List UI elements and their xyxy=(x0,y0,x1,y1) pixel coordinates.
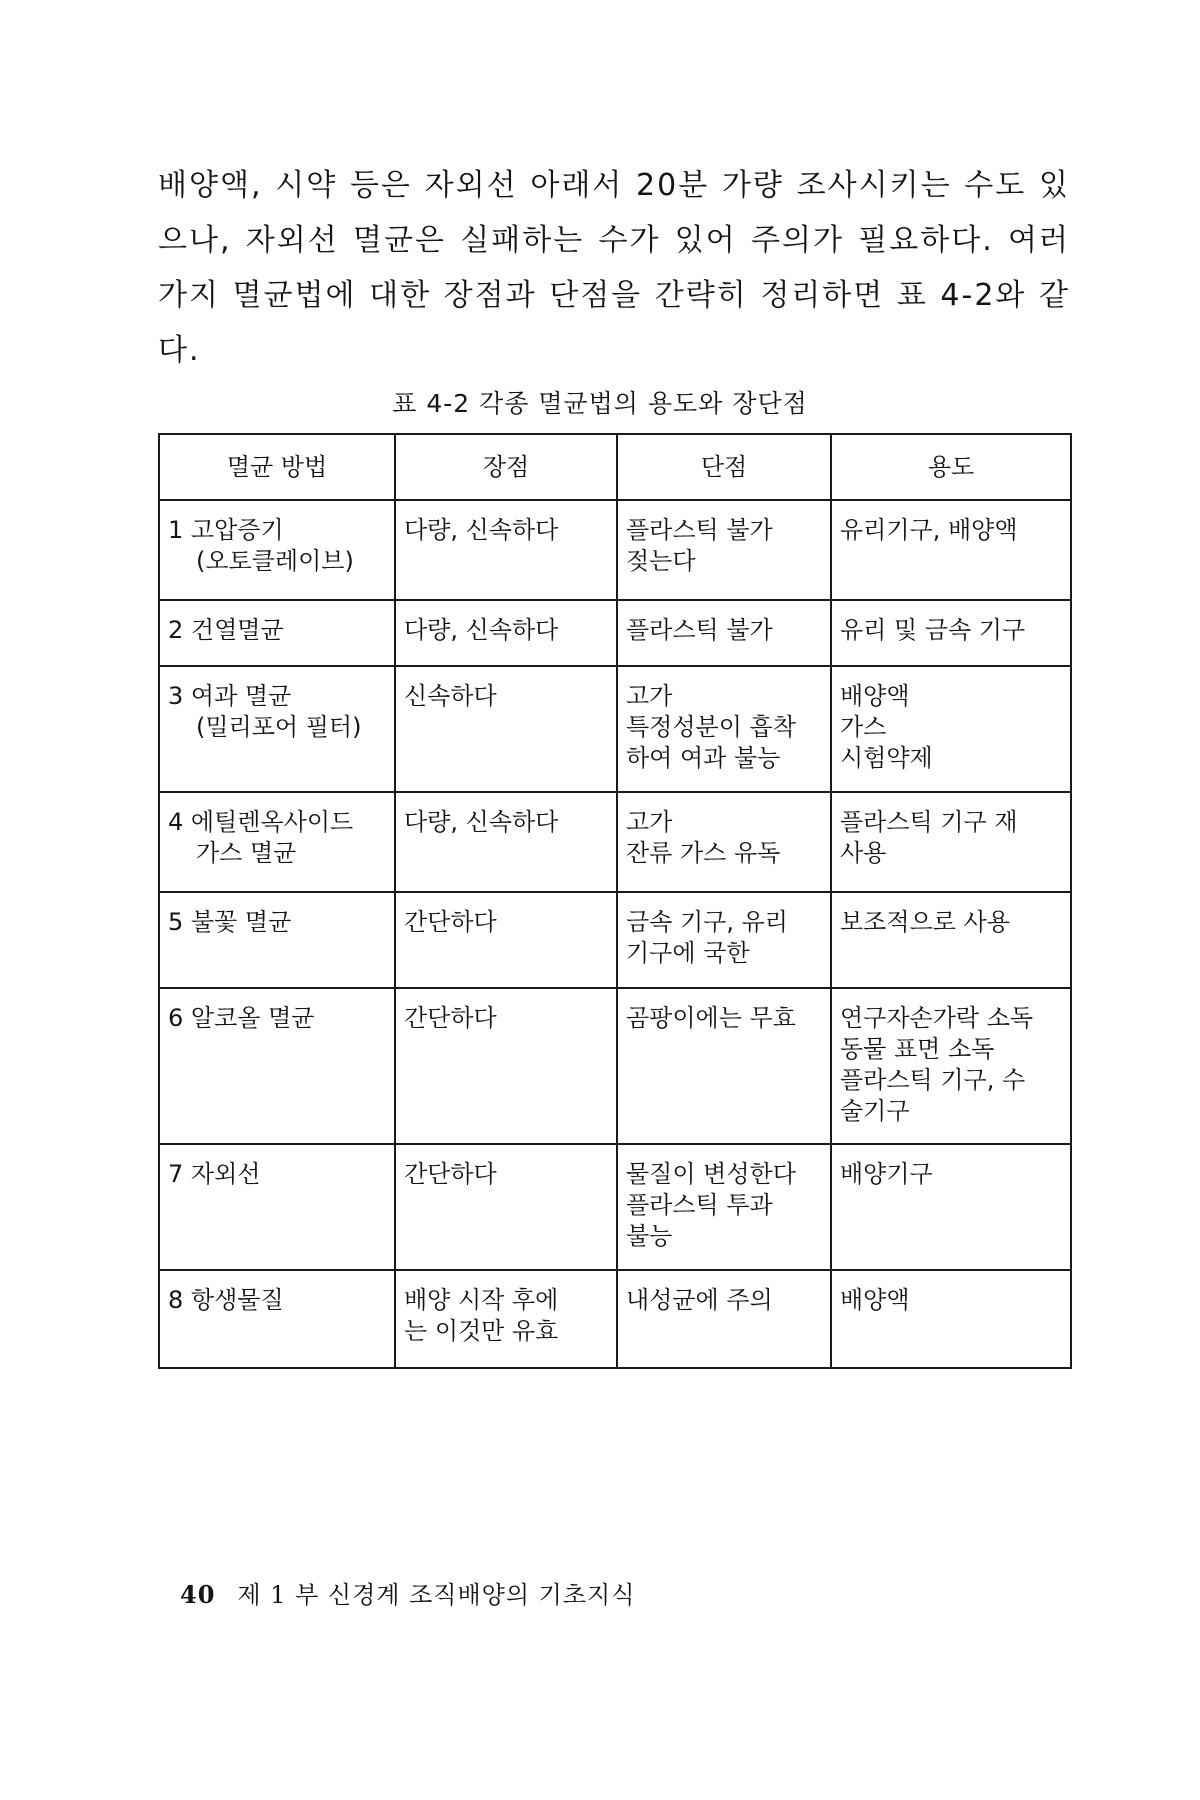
method-name: 여과 멸균 xyxy=(190,682,292,710)
uses-cell xyxy=(831,988,1071,1144)
cons-cell xyxy=(617,1270,831,1368)
cons-line: 플라스틱 불가 xyxy=(626,516,773,544)
cons-line: 물질이 변성한다 xyxy=(626,1160,796,1188)
cons-line: 기구에 국한 xyxy=(626,939,750,967)
pros-cell xyxy=(395,792,617,892)
table-caption: 표 4-2 각종 멸균법의 용도와 장단점 xyxy=(392,389,808,418)
cons-line: 내성균에 주의 xyxy=(626,1286,773,1314)
cons-cell xyxy=(617,500,831,600)
cons-line: 하여 여과 불능 xyxy=(626,744,781,772)
method-number: 3 xyxy=(168,682,184,710)
running-title: 제 1 부 신경계 조직배양의 기초지식 xyxy=(237,1581,636,1609)
pros-line: 다량, 신속하다 xyxy=(404,616,559,644)
uses-line: 유리기구, 배양액 xyxy=(840,516,1018,544)
pros-cell xyxy=(395,892,617,988)
method-cell xyxy=(159,988,395,1144)
method-cell xyxy=(159,666,395,792)
method-cell xyxy=(159,500,395,600)
method-number: 5 xyxy=(168,908,184,936)
cons-line: 잔류 가스 유독 xyxy=(626,839,781,867)
pros-line: 간단하다 xyxy=(404,1160,497,1188)
table-row xyxy=(159,666,1071,792)
pros-line: 신속하다 xyxy=(404,682,497,710)
cons-cell xyxy=(617,600,831,666)
uses-line: 보조적으로 사용 xyxy=(840,908,1010,936)
uses-line: 플라스틱 기구 재 xyxy=(840,808,1018,836)
method-number: 6 xyxy=(168,1004,184,1032)
cons-line: 젖는다 xyxy=(626,547,696,575)
method-name: 불꽃 멸균 xyxy=(190,908,292,936)
table-body xyxy=(159,500,1071,1368)
cons-line: 금속 기구, 유리 xyxy=(626,908,788,936)
method-name: 고압증기 xyxy=(190,516,284,544)
cons-line: 곰팡이에는 무효 xyxy=(626,1004,796,1032)
method-number: 7 xyxy=(168,1160,184,1188)
uses-cell xyxy=(831,1144,1071,1270)
method-subname: (오토클레이브) xyxy=(196,547,354,575)
method-cell xyxy=(159,792,395,892)
pros-line: 배양 시작 후에 xyxy=(404,1286,559,1314)
pros-cell xyxy=(395,988,617,1144)
sterilization-methods-table xyxy=(158,433,1072,1369)
cons-cell xyxy=(617,892,831,988)
pros-line: 다량, 신속하다 xyxy=(404,808,559,836)
pros-line: 간단하다 xyxy=(404,908,497,936)
uses-line: 플라스틱 기구, 수 xyxy=(840,1066,1026,1094)
uses-cell xyxy=(831,666,1071,792)
table-row xyxy=(159,1144,1071,1270)
method-name: 건열멸균 xyxy=(190,616,284,644)
method-number: 1 xyxy=(168,516,184,544)
method-cell xyxy=(159,1144,395,1270)
header-uses: 용도 xyxy=(831,434,1071,500)
table-row xyxy=(159,1270,1071,1368)
cons-line: 고가 xyxy=(626,682,673,710)
method-name: 에틸렌옥사이드 xyxy=(190,808,354,836)
uses-line: 배양액 xyxy=(840,1286,910,1314)
cons-line: 고가 xyxy=(626,808,673,836)
method-cell xyxy=(159,1270,395,1368)
uses-line: 연구자손가락 소독 xyxy=(840,1004,1034,1032)
uses-line: 시험약제 xyxy=(840,744,933,772)
method-number: 4 xyxy=(168,808,184,836)
header-pros: 장점 xyxy=(395,434,617,500)
uses-line: 유리 및 금속 기구 xyxy=(840,616,1026,644)
pros-cell xyxy=(395,500,617,600)
method-name: 자외선 xyxy=(190,1160,261,1188)
pros-cell xyxy=(395,666,617,792)
pros-line: 다량, 신속하다 xyxy=(404,516,559,544)
pros-cell xyxy=(395,600,617,666)
method-number: 8 xyxy=(168,1286,184,1314)
uses-cell xyxy=(831,600,1071,666)
uses-line: 술기구 xyxy=(840,1097,910,1125)
pros-cell xyxy=(395,1270,617,1368)
uses-cell xyxy=(831,892,1071,988)
table-row xyxy=(159,500,1071,600)
pros-line: 는 이것만 유효 xyxy=(404,1317,559,1345)
method-name: 알코올 멸균 xyxy=(190,1004,315,1032)
uses-line: 배양기구 xyxy=(840,1160,933,1188)
cons-line: 플라스틱 투과 xyxy=(626,1191,773,1219)
method-subname: 가스 멸균 xyxy=(196,839,297,867)
method-cell xyxy=(159,600,395,666)
table-row xyxy=(159,892,1071,988)
method-name: 항생물질 xyxy=(190,1286,284,1314)
cons-line: 플라스틱 불가 xyxy=(626,616,773,644)
table-row xyxy=(159,600,1071,666)
cons-line: 특정성분이 흡착 xyxy=(626,713,796,741)
pros-cell xyxy=(395,1144,617,1270)
cons-cell xyxy=(617,1144,831,1270)
header-cons: 단점 xyxy=(617,434,831,500)
cons-cell xyxy=(617,988,831,1144)
uses-line: 가스 xyxy=(840,713,887,741)
method-number: 2 xyxy=(168,616,184,644)
table-header-row xyxy=(159,434,1071,500)
intro-paragraph: 배양액, 시약 등은 자외선 아래서 20분 가량 조사시키는 수도 있으나, 자외선 멸균은 실패하는 수가 있어 주의가 필요하다. 여러 가지 멸균법에 대한 장점과 단점을 간략히 정리하면 표 4-2와 같다. xyxy=(158,168,1070,368)
header-method: 멸균 방법 xyxy=(159,434,395,500)
uses-cell xyxy=(831,1270,1071,1368)
cons-cell xyxy=(617,792,831,892)
method-cell xyxy=(159,892,395,988)
cons-cell xyxy=(617,666,831,792)
page-number: 40 xyxy=(180,1580,216,1609)
uses-cell xyxy=(831,500,1071,600)
page-footer xyxy=(180,1575,635,1610)
table-row xyxy=(159,792,1071,892)
pros-line: 간단하다 xyxy=(404,1004,497,1032)
table-row xyxy=(159,988,1071,1144)
uses-line: 동물 표면 소독 xyxy=(840,1035,995,1063)
uses-cell xyxy=(831,792,1071,892)
uses-line: 배양액 xyxy=(840,682,910,710)
uses-line: 사용 xyxy=(840,839,887,867)
method-subname: (밀리포어 필터) xyxy=(196,713,362,741)
cons-line: 불능 xyxy=(626,1222,673,1250)
